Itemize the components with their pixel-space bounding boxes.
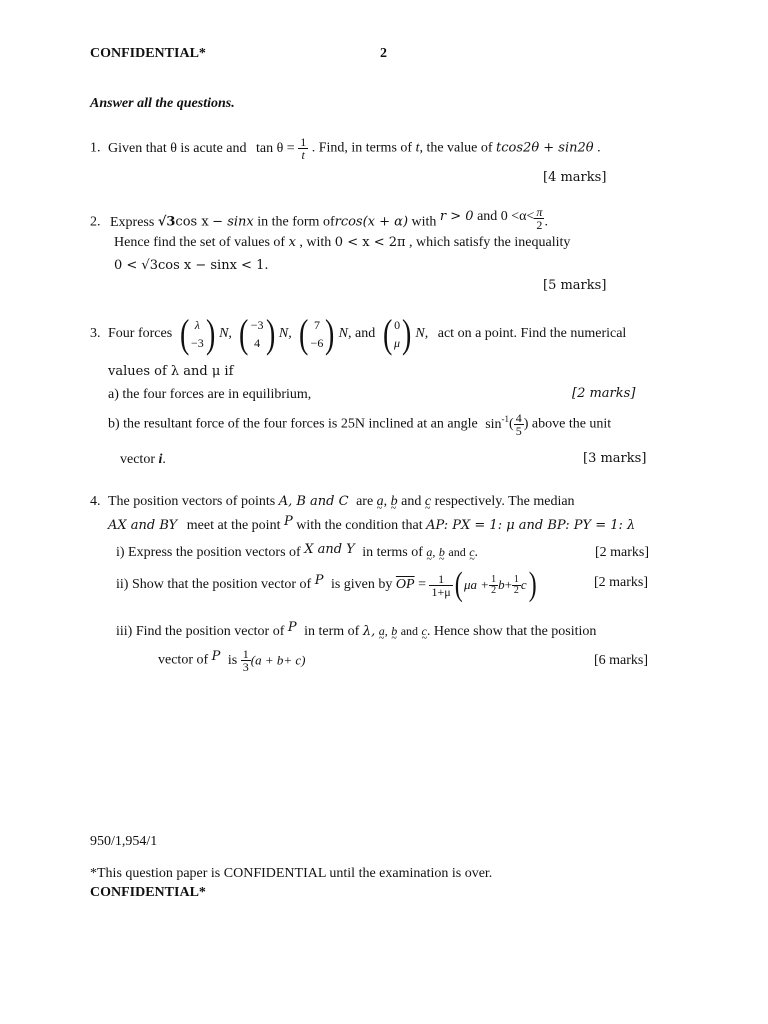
q4-line2 bbox=[108, 514, 636, 534]
q4-iii-P: P bbox=[287, 620, 297, 635]
q2-line1-a: Express bbox=[110, 214, 155, 230]
q4-mu-a: μa + bbox=[464, 577, 490, 592]
q4-half-2 bbox=[512, 575, 521, 596]
q4-ii-frac bbox=[429, 573, 452, 598]
q2-line2-b: , with bbox=[299, 235, 332, 250]
q4-half-1 bbox=[489, 575, 498, 596]
q3-part-b: b) the resultant force of the four forces is 25N inclined at an angle $\sin^{-1}$( $\frac{4}{5}$ ) above the unit bbox=[108, 411, 612, 438]
q4-c: c ~ bbox=[425, 494, 431, 509]
q4-iii-l2-P: P bbox=[211, 649, 221, 664]
q3-b-line2 bbox=[120, 452, 166, 468]
q2-line2-a: Hence find the set of values of bbox=[114, 235, 286, 250]
q4-iii-and: and bbox=[400, 624, 419, 638]
q4-half-2-num: 1 bbox=[513, 573, 519, 585]
q2-line2 bbox=[114, 235, 570, 251]
q1-frac-den: t bbox=[301, 148, 305, 162]
q4-part-ii: ii) Show that the position vector of P is given by $\overline{OP}$ = $\frac{1}{1+\mu}$ ( μa + $\frac{1}{2}$ b+ $\frac{1}{2}$ c) bbox=[116, 566, 537, 603]
footer-confidential: CONFIDENTIAL* bbox=[90, 885, 206, 900]
q2-sqrt3: √3 bbox=[157, 214, 176, 230]
q1-end: . bbox=[597, 140, 601, 156]
q3-a-marks: [2 marks] bbox=[572, 386, 636, 401]
q2-and: and bbox=[477, 208, 498, 224]
q4-i-b: in terms of bbox=[362, 545, 423, 560]
q3-b-tail: above the unit bbox=[531, 416, 612, 432]
q1-text-b: . Find, in terms of bbox=[311, 140, 413, 156]
q2-with: with bbox=[411, 214, 437, 230]
q3-sin-sup: -1 bbox=[501, 414, 510, 425]
q4-third-den: 3 bbox=[242, 660, 249, 674]
q4-i-and: and bbox=[448, 545, 466, 559]
q4-l2-b: with the condition that bbox=[296, 518, 423, 533]
q4-l1-a: The position vectors of points bbox=[108, 494, 276, 509]
q4-iii-line2 bbox=[158, 648, 305, 680]
q3-frac-den: 5 bbox=[515, 424, 522, 438]
q2-alpha-cond: 0 <α< bbox=[500, 208, 535, 224]
q3-unit-1: N, bbox=[219, 326, 232, 341]
q4-iii-c: . Hence show that the position bbox=[426, 624, 597, 639]
q3-b-end: . bbox=[162, 452, 166, 467]
q4-ii-frac-den: 1+μ bbox=[431, 584, 451, 599]
q3-v2-top: −3 bbox=[250, 318, 264, 332]
q2-pi: π bbox=[536, 205, 543, 219]
q3-v1-bottom: −3 bbox=[190, 336, 204, 350]
q3-b-marks: [3 marks] bbox=[583, 451, 647, 466]
q2-line3: 0 < √3cos x − sinx < 1. bbox=[114, 258, 269, 273]
q4-points: A, B and C bbox=[278, 494, 349, 509]
q4-ii-P: P bbox=[314, 572, 324, 588]
q3-line2: values of λ and μ if bbox=[108, 364, 234, 379]
q1-number: 1. bbox=[90, 140, 101, 156]
q4-i-b-vec: b ~ bbox=[439, 545, 445, 559]
q1-expr: tcos2θ + sin2θ bbox=[496, 140, 594, 156]
q3-vector-4: ( 0 μ ) bbox=[382, 311, 412, 356]
q2-pi-frac bbox=[534, 206, 544, 231]
q3-vector-3: ( 7 −6 ) bbox=[299, 311, 335, 356]
q4-half-2-den: 2 bbox=[513, 584, 519, 596]
q2-range: 0 < x < 2π bbox=[334, 235, 406, 250]
q3-tail: act on a point. Find the numerical bbox=[437, 326, 627, 341]
q2-minus-sinx: − sinx bbox=[212, 214, 254, 230]
footer-code: 950/1,954/1 bbox=[90, 834, 158, 849]
q4-i-c-vec: c ~ bbox=[469, 545, 474, 559]
q3-unit-i: i bbox=[158, 452, 163, 467]
q3-v1-top: λ bbox=[194, 318, 200, 332]
q4-i-a: i) Express the position vectors of bbox=[116, 545, 301, 560]
q3-frac bbox=[514, 412, 524, 437]
q4-ii-c-vec: c bbox=[520, 577, 527, 592]
q4-i-end: . bbox=[474, 545, 479, 560]
q4-part-i bbox=[116, 542, 479, 561]
q1-tan: tan θ = bbox=[256, 140, 295, 156]
q4-number: 4. bbox=[90, 494, 101, 509]
q4-half-1-num: 1 bbox=[491, 573, 497, 585]
q2-rcos: rcos(x + α) bbox=[334, 214, 409, 230]
q2-two: 2 bbox=[536, 218, 543, 232]
q4-i-xy: X and Y bbox=[304, 542, 355, 557]
instruction: Answer all the questions. bbox=[90, 96, 235, 111]
q4-i-marks: [2 marks] bbox=[595, 545, 650, 560]
q1-marks: [4 marks] bbox=[543, 170, 607, 185]
q1-fraction bbox=[298, 136, 308, 161]
q4-iii-b-vec: b ~ bbox=[391, 624, 397, 638]
q3-vector-2: ( −3 4 ) bbox=[239, 311, 275, 356]
q3-b-text: b) the resultant force of the four forces is 25N inclined at an angle bbox=[108, 416, 478, 432]
q4-iii-b: in term of bbox=[304, 624, 360, 639]
q4-iii-a: iii) Find the position vector of bbox=[116, 624, 285, 639]
q4-i-a-vec: a ~ bbox=[426, 545, 432, 559]
q3-vector-1: ( λ −3 ) bbox=[179, 311, 216, 356]
q4-iii-is: is bbox=[227, 652, 238, 668]
q4-iii-l2-a: vector of bbox=[158, 652, 209, 668]
q4-iii-marks: [6 marks] bbox=[594, 653, 649, 668]
q4-iii-comma: , bbox=[384, 624, 388, 638]
q2-line1-b: in the form of bbox=[257, 214, 335, 230]
q4-ii-a: ii) Show that the position vector of bbox=[116, 577, 312, 592]
q4-part-iii bbox=[116, 620, 597, 640]
footer-note: *This question paper is CONFIDENTIAL until the examination is over. bbox=[90, 866, 493, 881]
q3-unit-4: N, bbox=[415, 326, 429, 341]
q3-part-a: a) the four forces are in equilibrium, bbox=[108, 387, 312, 402]
q2-line2-c: , which satisfy the inequality bbox=[409, 235, 571, 250]
q4-iii-a-vec: a ~ bbox=[379, 624, 385, 638]
q1-text-c: the value of bbox=[426, 140, 493, 156]
q4-comma: , bbox=[383, 494, 388, 509]
q2-r-cond: r > 0 bbox=[439, 208, 474, 224]
q4-ii-plus: + bbox=[504, 577, 512, 592]
q3-frac-num: 4 bbox=[515, 411, 522, 425]
q4-l1-b: are bbox=[356, 494, 374, 509]
q4-ax-by: AX and BY bbox=[108, 518, 178, 533]
q4-i-comma: , bbox=[432, 545, 436, 559]
q3-v4-bottom: μ bbox=[394, 336, 401, 350]
q4-ii-b-vec: b bbox=[498, 577, 505, 592]
q2-number: 2. bbox=[90, 214, 101, 230]
q3-sin: sin bbox=[485, 416, 502, 432]
q4-l1-c: respectively. The median bbox=[434, 494, 575, 509]
q4-iii-lambda: λ, bbox=[362, 624, 376, 639]
q2-period: . bbox=[544, 214, 548, 230]
q1-text-a: Given that θ is acute and bbox=[108, 140, 247, 156]
q4-ii-marks: [2 marks] bbox=[594, 575, 649, 590]
q4-l2-a: meet at the point bbox=[186, 518, 281, 533]
q3-lead: Four forces bbox=[108, 326, 173, 341]
q3-number: 3. bbox=[90, 326, 101, 341]
q4-a: a ~ bbox=[377, 494, 384, 509]
q3-v4-top: 0 bbox=[394, 318, 401, 332]
header-confidential: CONFIDENTIAL* bbox=[90, 46, 206, 61]
q1-t: t, bbox=[415, 140, 423, 156]
q4-third-expr: (a + b+ c) bbox=[250, 652, 306, 668]
q3-line1 bbox=[90, 311, 627, 360]
q4-line1 bbox=[90, 494, 575, 510]
q1-line bbox=[90, 136, 601, 161]
q4-iii-c-vec: c ~ bbox=[422, 624, 427, 638]
q4-b: b ~ bbox=[391, 494, 398, 509]
q3-unit-2: N, bbox=[278, 326, 292, 341]
q2-x: x bbox=[288, 235, 296, 250]
q4-half-1-den: 2 bbox=[491, 584, 497, 596]
q4-op: $\overline{OP}$ bbox=[395, 577, 415, 592]
q2-line1 bbox=[90, 205, 548, 235]
q2-marks: [5 marks] bbox=[543, 278, 607, 293]
q3-v3-top: 7 bbox=[313, 318, 320, 332]
q4-eq: = bbox=[418, 577, 426, 592]
q4-ii-frac-num: 1 bbox=[429, 573, 452, 586]
q1-frac-num: 1 bbox=[300, 135, 307, 149]
q3-and: and bbox=[355, 326, 376, 341]
q4-condition: AP: PX = 1: μ and BP: PY = 1: λ bbox=[426, 518, 636, 533]
q3-v2-bottom: 4 bbox=[254, 336, 261, 350]
q3-v3-bottom: −6 bbox=[310, 336, 324, 350]
q4-third-num: 1 bbox=[242, 647, 249, 661]
q4-ii-b: is given by bbox=[330, 577, 393, 592]
q4-third bbox=[241, 648, 251, 673]
page-number: 2 bbox=[380, 46, 387, 61]
q3-unit-3: N, bbox=[338, 326, 352, 341]
q4-and-1: and bbox=[401, 494, 422, 509]
q3-vector-word: vector bbox=[120, 452, 155, 467]
q2-cosx: cos x bbox=[175, 214, 209, 230]
q4-P: P bbox=[283, 514, 293, 529]
